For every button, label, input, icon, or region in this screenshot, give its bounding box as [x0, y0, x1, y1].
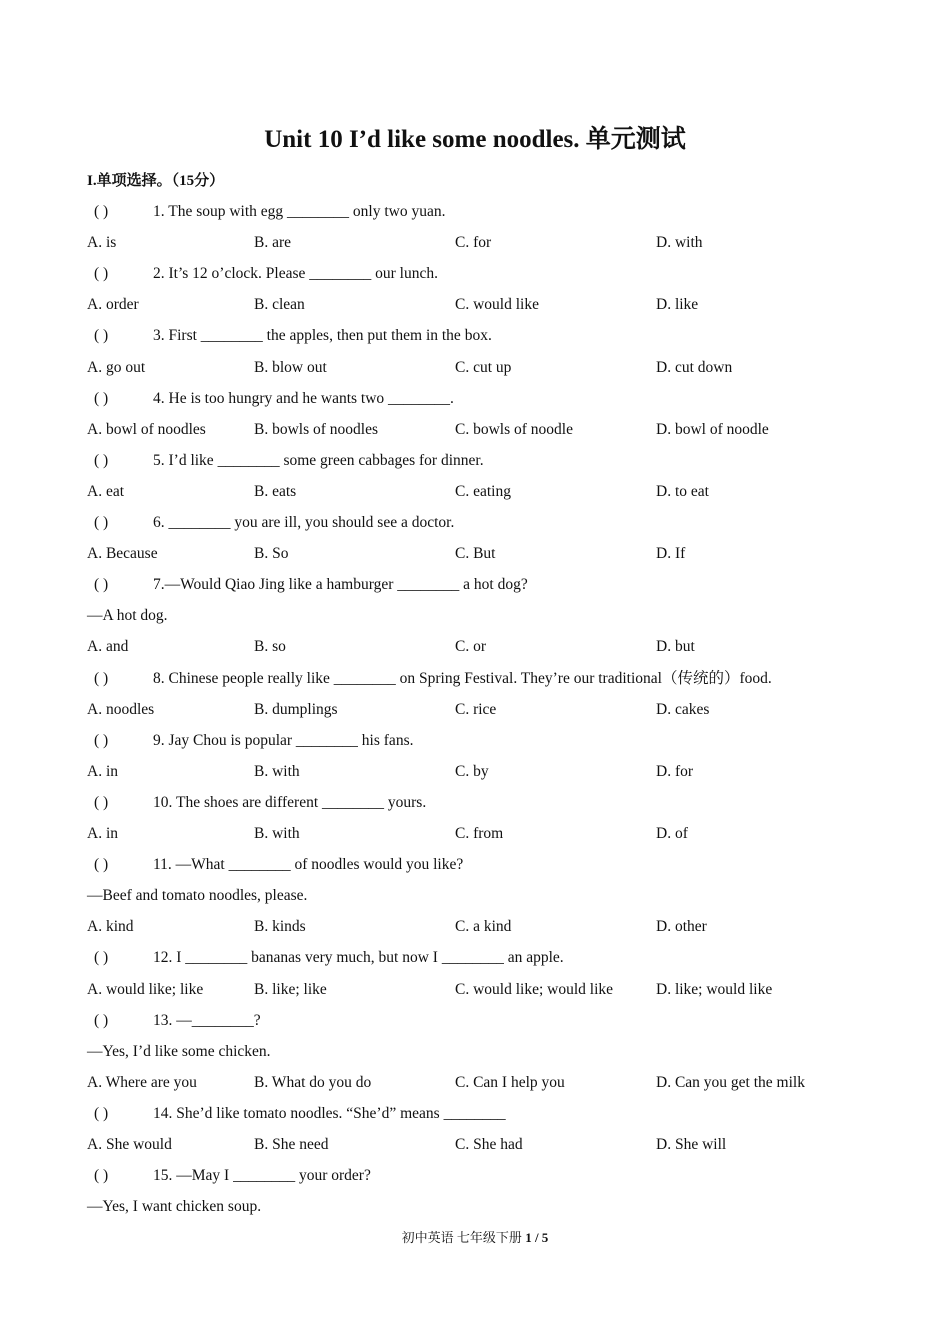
option-b: B. What do you do [254, 1074, 372, 1091]
option-b: B. like; like [254, 981, 327, 998]
option-c: C. by [455, 763, 489, 780]
option-d: D. but [656, 638, 695, 655]
option-a: A. in [87, 825, 118, 842]
option-b: B. So [254, 545, 289, 562]
question-text: 13. —________? [153, 1012, 261, 1029]
options-row [87, 419, 907, 441]
answer-bracket: ( ) [94, 732, 109, 749]
answer-bracket: ( ) [94, 452, 109, 469]
option-a: A. go out [87, 359, 146, 376]
question-stem [94, 1010, 261, 1032]
page-footer [0, 1228, 950, 1248]
option-a: A. Because [87, 545, 158, 562]
question-text: 12. I ________ bananas very much, but now I ________ an apple. [153, 949, 564, 966]
question-stem [94, 574, 528, 596]
option-d: D. If [656, 545, 686, 562]
question-stem [94, 1165, 371, 1187]
answer-bracket: ( ) [94, 794, 109, 811]
option-c: C. But [455, 545, 496, 562]
answer-bracket: ( ) [94, 514, 109, 531]
option-d: D. like; would like [656, 981, 773, 998]
option-a: A. would like; like [87, 981, 204, 998]
options-row [87, 232, 907, 254]
dialogue-reply [87, 1196, 261, 1218]
option-b: B. clean [254, 296, 305, 313]
question-stem [94, 1103, 506, 1125]
option-b: B. bowls of noodles [254, 421, 378, 438]
option-c: C. cut up [455, 359, 512, 376]
question-text: 6. ________ you are ill, you should see a doctor. [153, 514, 455, 531]
option-b: B. with [254, 825, 300, 842]
question-stem [94, 263, 438, 285]
answer-bracket: ( ) [94, 1012, 109, 1029]
options-row [87, 636, 907, 658]
reply-text: —Yes, I want chicken soup. [87, 1198, 262, 1215]
option-d: D. like [656, 296, 699, 313]
option-d: D. She will [656, 1136, 727, 1153]
answer-bracket: ( ) [94, 1105, 109, 1122]
question-text: 10. The shoes are different ________ yours. [153, 794, 427, 811]
options-row [87, 294, 907, 316]
dialogue-reply [87, 605, 168, 627]
option-a: A. Where are you [87, 1074, 197, 1091]
option-a: A. eat [87, 483, 125, 500]
options-row [87, 357, 907, 379]
option-c: C. for [455, 234, 492, 251]
reply-text: —A hot dog. [87, 607, 168, 624]
answer-bracket: ( ) [94, 1167, 109, 1184]
option-b: B. are [254, 234, 292, 251]
question-text: 8. Chinese people really like ________ on Spring Festival. They’re our traditional（传统的）food. [153, 670, 772, 687]
question-stem [94, 854, 463, 876]
answer-bracket: ( ) [94, 856, 109, 873]
option-c: C. bowls of noodle [455, 421, 573, 438]
question-stem [94, 947, 564, 969]
option-c: C. a kind [455, 918, 512, 935]
question-text: 15. —May I ________ your order? [153, 1167, 371, 1184]
option-a: A. noodles [87, 701, 155, 718]
option-b: B. dumplings [254, 701, 338, 718]
options-row [87, 481, 907, 503]
option-a: A. kind [87, 918, 134, 935]
question-text: 7.—Would Qiao Jing like a hamburger ________ a hot dog? [153, 576, 528, 593]
section-heading: I.单项选择。（15分） [87, 173, 225, 189]
answer-bracket: ( ) [94, 670, 109, 687]
reply-text: —Beef and tomato noodles, please. [87, 887, 308, 904]
answer-bracket: ( ) [94, 576, 109, 593]
options-row [87, 979, 907, 1001]
options-row [87, 699, 907, 721]
options-row [87, 543, 907, 565]
option-a: A. bowl of noodles [87, 421, 206, 438]
option-c: C. eating [455, 483, 511, 500]
answer-bracket: ( ) [94, 327, 109, 344]
reply-text: —Yes, I’d like some chicken. [87, 1043, 271, 1060]
option-d: D. cut down [656, 359, 733, 376]
option-c: C. from [455, 825, 504, 842]
question-text: 11. —What ________ of noodles would you like? [153, 856, 464, 873]
option-a: A. order [87, 296, 139, 313]
option-a: A. and [87, 638, 129, 655]
question-stem [94, 668, 772, 690]
option-d: D. other [656, 918, 707, 935]
option-b: B. so [254, 638, 286, 655]
option-c: C. She had [455, 1136, 523, 1153]
footer-course: 初中英语 七年级下册 [401, 1230, 522, 1245]
question-text: 3. First ________ the apples, then put them in the box. [153, 327, 492, 344]
option-a: A. She would [87, 1136, 172, 1153]
options-row [87, 916, 907, 938]
option-b: B. She need [254, 1136, 329, 1153]
question-text: 4. He is too hungry and he wants two ________. [153, 390, 454, 407]
question-stem [94, 201, 445, 223]
question-stem [94, 325, 492, 347]
answer-bracket: ( ) [94, 203, 109, 220]
footer-page-number: 1 / 5 [525, 1230, 549, 1245]
question-text: 9. Jay Chou is popular ________ his fans. [153, 732, 414, 749]
option-a: A. is [87, 234, 117, 251]
option-c: C. would like; would like [455, 981, 614, 998]
question-text: 1. The soup with egg ________ only two yuan. [153, 203, 446, 220]
answer-bracket: ( ) [94, 949, 109, 966]
question-text: 5. I’d like ________ some green cabbages for dinner. [153, 452, 484, 469]
question-text: 14. She’d like tomato noodles. “She’d” means ________ [153, 1105, 506, 1122]
question-stem [94, 730, 413, 752]
option-c: C. or [455, 638, 486, 655]
dialogue-reply [87, 1041, 271, 1063]
option-d: D. for [656, 763, 694, 780]
options-row [87, 1134, 907, 1156]
options-row [87, 1072, 907, 1094]
question-stem [94, 450, 484, 472]
question-text: 2. It’s 12 o’clock. Please ________ our lunch. [153, 265, 438, 282]
answer-bracket: ( ) [94, 265, 109, 282]
question-stem [94, 512, 454, 534]
option-d: D. with [656, 234, 703, 251]
option-c: C. Can I help you [455, 1074, 565, 1091]
options-row [87, 761, 907, 783]
question-stem [94, 792, 426, 814]
option-b: B. blow out [254, 359, 327, 376]
option-b: B. kinds [254, 918, 306, 935]
question-stem [94, 388, 454, 410]
option-c: C. would like [455, 296, 539, 313]
option-a: A. in [87, 763, 118, 780]
document-title: Unit 10 I’d like some noodles. 单元测试 [264, 126, 686, 153]
dialogue-reply [87, 885, 307, 907]
option-d: D. of [656, 825, 688, 842]
option-c: C. rice [455, 701, 497, 718]
options-row [87, 823, 907, 845]
option-d: D. bowl of noodle [656, 421, 769, 438]
option-d: D. Can you get the milk [656, 1074, 805, 1091]
option-d: D. to eat [656, 483, 709, 500]
option-b: B. eats [254, 483, 297, 500]
answer-bracket: ( ) [94, 390, 109, 407]
option-b: B. with [254, 763, 300, 780]
option-d: D. cakes [656, 701, 710, 718]
